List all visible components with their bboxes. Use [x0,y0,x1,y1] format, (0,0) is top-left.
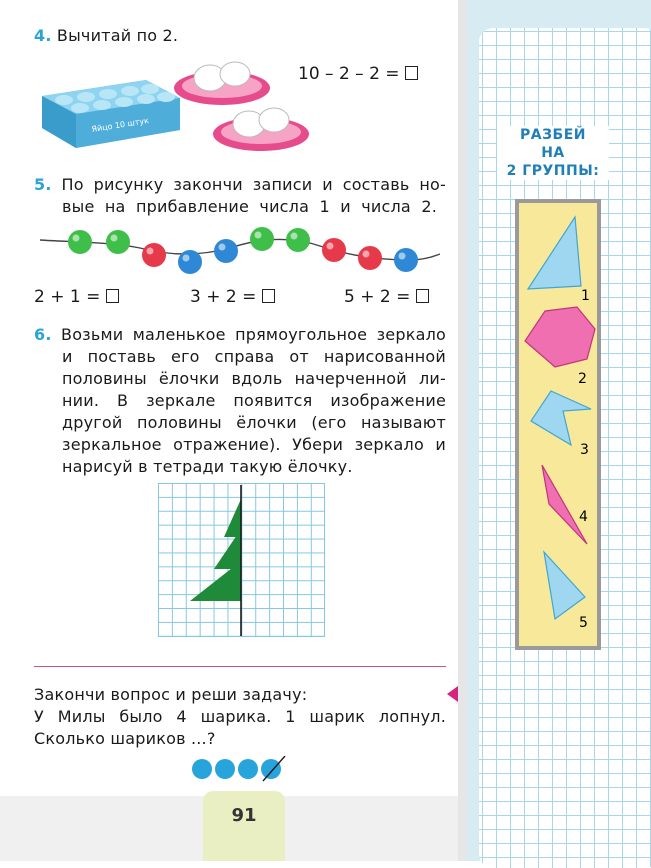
bead-blue [178,250,202,274]
task5-eq3: 5 + 2 = [344,287,429,307]
task4-title: Вычитай по 2. [56,26,179,45]
task5-number: 5. [34,175,52,194]
section-divider [34,666,446,667]
shape-label-5: 5 [579,615,588,631]
shape-3-concave [531,391,591,445]
bead-red [358,246,382,270]
shape-1-triangle [528,217,581,289]
bead-highlight [219,244,226,251]
task6-line: 6. Возьми маленькое прямоугольное зеркало [34,325,446,344]
task6-line: и поставь его справа от нарисованной [62,347,446,366]
bead-highlight [399,253,406,260]
beads [68,227,418,274]
bead-string [40,226,440,280]
egg-carton-illustration [34,58,184,154]
shape-label-1: 1 [581,288,590,304]
shape-label-4: 4 [579,509,588,525]
bead-highlight [147,248,154,255]
bead-red [322,238,346,262]
balloons-illustration [190,756,290,782]
task6-line: зеркальное отражение). Убери зеркало и [62,435,446,454]
bead-highlight [291,233,298,240]
bead-highlight [363,251,370,258]
task6-line: нарисуй в тетради такую ёлочку. [62,457,353,476]
task6-line: нии. В зеркале появится изображение [62,391,446,410]
egg-plate-bottom [211,102,311,154]
task4-heading [34,25,178,47]
task6-line: половины ёлочки вдоль начерченной ли- [62,369,446,388]
task5-eq1: 2 + 1 = [34,287,119,307]
panel-heading: РАЗБЕЙ НА 2 ГРУППЫ: [497,126,609,180]
bead-highlight [327,243,334,250]
answer-box[interactable] [416,289,429,303]
task5-line2: вые на прибавление числа 1 и числа 2. [62,197,437,216]
question-line: Сколько шариков ...? [34,729,216,748]
page-number: 91 [203,791,285,861]
task6-text [34,324,446,478]
task4-equation [298,64,418,84]
bead-highlight [111,235,118,242]
question-line: У Милы было 4 шарика. 1 шарик лопнул. [34,707,446,726]
bead-green [106,230,130,254]
bead-green [250,227,274,251]
shape-2-hexagon [525,307,595,367]
shape-label-2: 2 [578,371,587,387]
task5-line1: 5. По рисунку закончи записи и составь но- [34,175,446,194]
bead-highlight [255,232,262,239]
question-line: Закончи вопрос и реши задачу: [34,685,308,704]
bead-blue [394,248,418,272]
shape-4-triangle [542,465,587,544]
answer-box[interactable] [405,66,418,80]
page-gutter [458,0,467,861]
half-tree-drawing [158,483,326,638]
answer-box[interactable] [262,289,275,303]
shapes-figures [515,199,601,650]
question-text [34,684,446,750]
answer-box[interactable] [106,289,119,303]
task6-number: 6. [34,325,52,344]
bead-green [286,228,310,252]
bead-red [142,243,166,267]
task6-line: другой половины ёлочки (его называют [62,413,446,432]
shape-5-triangle [544,552,585,619]
bead-highlight [73,235,80,242]
egg-carton-label: Яйцо 10 штук [90,116,150,134]
bead-blue [214,239,238,263]
task4-equation-text: 10 – 2 – 2 = [298,64,400,84]
task4-number: 4. [34,26,52,45]
bead-highlight [183,255,190,262]
shape-label-3: 3 [580,442,589,458]
task5-eq2: 3 + 2 = [190,287,275,307]
bead-green [68,230,92,254]
egg-plate-top [172,56,272,108]
